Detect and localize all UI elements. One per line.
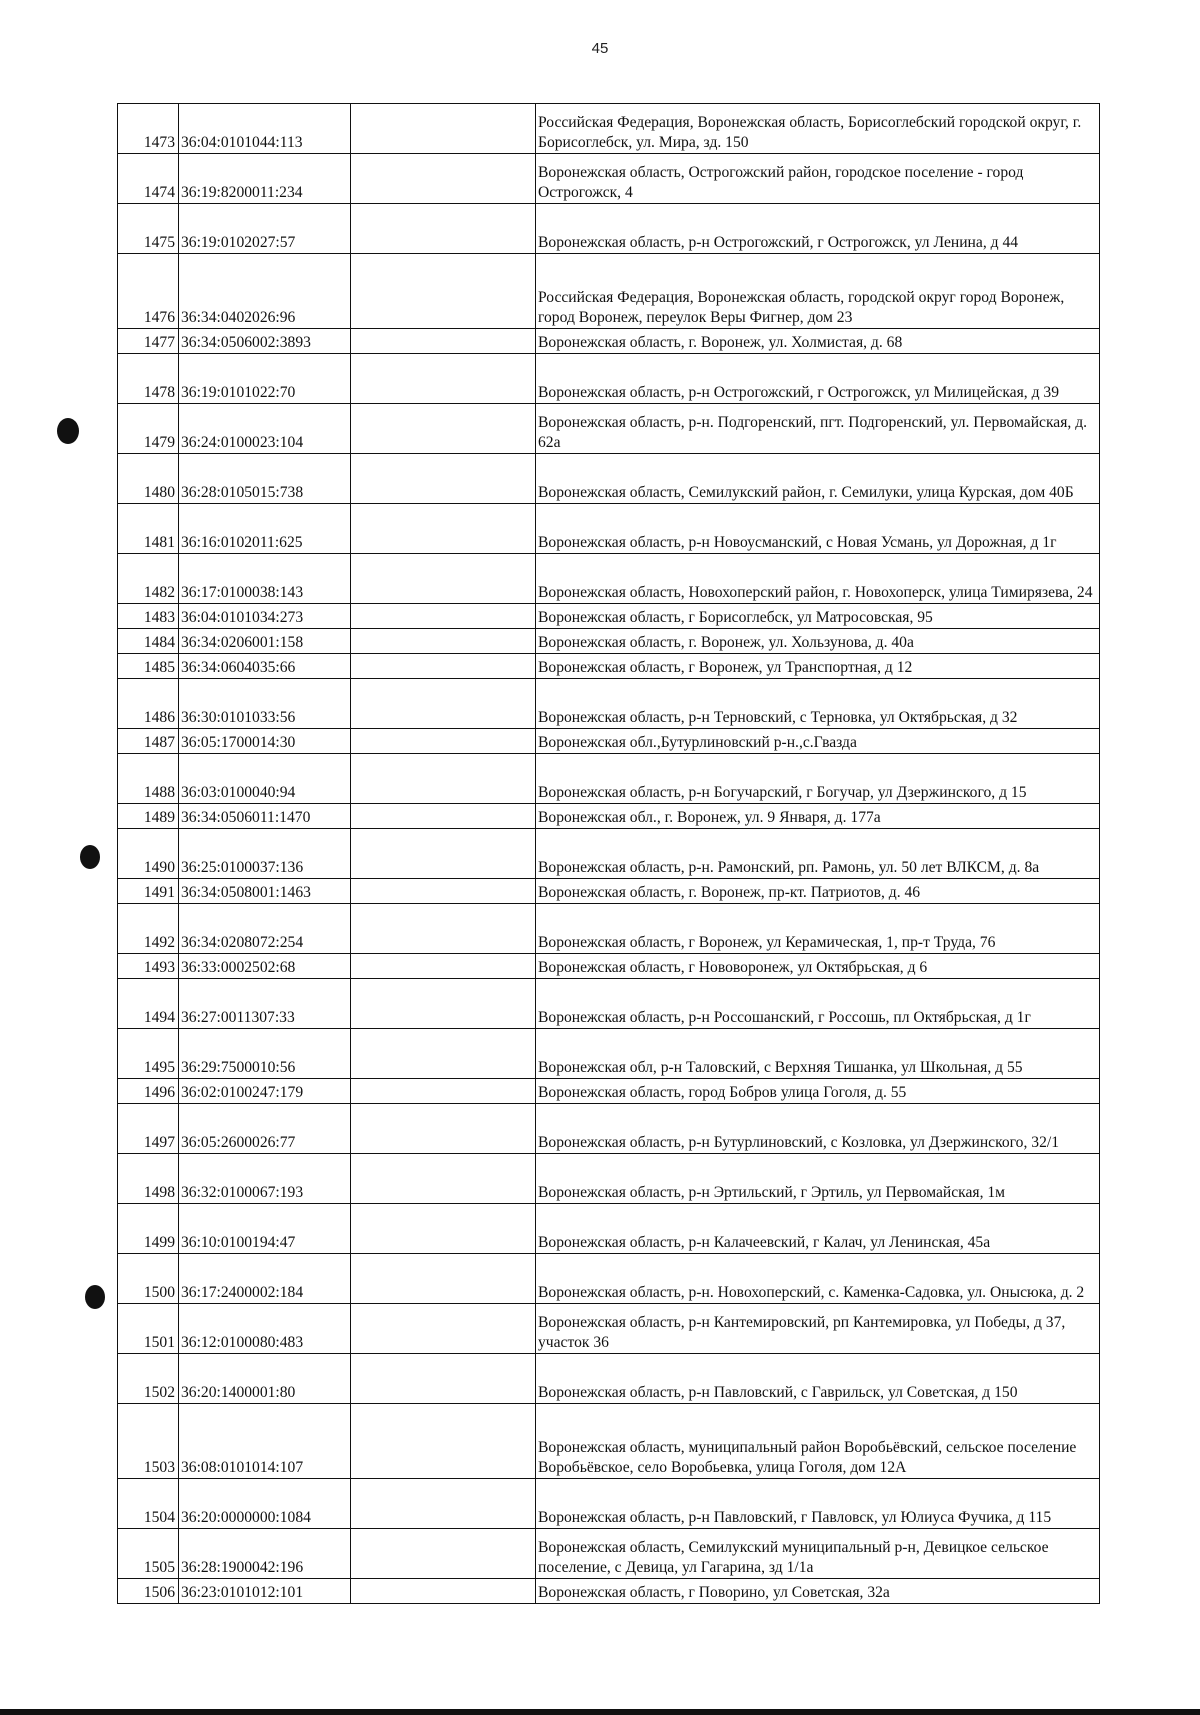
row-number: 1476 [118, 254, 179, 329]
cadastral-number: 36:34:0206001:158 [179, 629, 351, 654]
cadastral-number: 36:10:0100194:47 [179, 1204, 351, 1254]
empty-cell [351, 204, 536, 254]
address-cell: Воронежская область, р-н Богучарский, г Богучар, ул Дзержинского, д 15 [536, 754, 1100, 804]
empty-cell [351, 654, 536, 679]
address-cell: Воронежская область, р-н. Подгоренский, пгт. Подгоренский, ул. Первомайская, д. 62а [536, 404, 1100, 454]
address-cell: Воронежская область, р-н Россошанский, г Россошь, пл Октябрьская, д 1г [536, 979, 1100, 1029]
cadastral-number: 36:20:0000000:1084 [179, 1479, 351, 1529]
cadastral-number: 36:34:0208072:254 [179, 904, 351, 954]
empty-cell [351, 1154, 536, 1204]
empty-cell [351, 254, 536, 329]
address-cell: Воронежская область, г Борисоглебск, ул Матросовская, 95 [536, 604, 1100, 629]
row-number: 1483 [118, 604, 179, 629]
empty-cell [351, 504, 536, 554]
table-row [118, 504, 1100, 554]
cadastral-number: 36:20:1400001:80 [179, 1354, 351, 1404]
table-row [118, 1154, 1100, 1204]
address-cell: Воронежская область, г Поворино, ул Советская, 32а [536, 1579, 1100, 1604]
cadastral-number: 36:19:8200011:234 [179, 154, 351, 204]
address-cell: Воронежская область, Семилукский муниципальный р-н, Девицкое сельское поселение, с Девица, ул Гагарина, зд 1/1а [536, 1529, 1100, 1579]
punch-hole-mark [85, 1285, 105, 1309]
row-number: 1482 [118, 554, 179, 604]
cadastral-number: 36:32:0100067:193 [179, 1154, 351, 1204]
row-number: 1497 [118, 1104, 179, 1154]
row-number: 1498 [118, 1154, 179, 1204]
cadastral-number: 36:05:2600026:77 [179, 1104, 351, 1154]
empty-cell [351, 604, 536, 629]
table-row [118, 454, 1100, 504]
row-number: 1499 [118, 1204, 179, 1254]
address-cell: Воронежская область, р-н Терновский, с Терновка, ул Октябрьская, д 32 [536, 679, 1100, 729]
row-number: 1475 [118, 204, 179, 254]
address-cell: Воронежская область, г Воронеж, ул Керамическая, 1, пр-т Труда, 76 [536, 904, 1100, 954]
cadastral-number: 36:28:0105015:738 [179, 454, 351, 504]
table-row [118, 1404, 1100, 1479]
table-row [118, 1104, 1100, 1154]
row-number: 1491 [118, 879, 179, 904]
table-row [118, 954, 1100, 979]
cadastral-number: 36:29:7500010:56 [179, 1029, 351, 1079]
address-cell: Воронежская область, р-н Острогожский, г Острогожск, ул Милицейская, д 39 [536, 354, 1100, 404]
table-row [118, 204, 1100, 254]
empty-cell [351, 1579, 536, 1604]
empty-cell [351, 354, 536, 404]
cadastral-number: 36:34:0508001:1463 [179, 879, 351, 904]
table-row [118, 104, 1100, 154]
empty-cell [351, 729, 536, 754]
table-row [118, 404, 1100, 454]
address-cell: Воронежская область, р-н Павловский, с Гаврильск, ул Советская, д 150 [536, 1354, 1100, 1404]
table-row [118, 1529, 1100, 1579]
row-number: 1503 [118, 1404, 179, 1479]
address-cell: Воронежская область, р-н Бутурлиновский, с Козловка, ул Дзержинского, 32/1 [536, 1104, 1100, 1154]
cadastral-number: 36:04:0101034:273 [179, 604, 351, 629]
empty-cell [351, 679, 536, 729]
cadastral-number: 36:08:0101014:107 [179, 1404, 351, 1479]
punch-hole-mark [80, 845, 100, 869]
empty-cell [351, 829, 536, 879]
cadastral-number: 36:17:2400002:184 [179, 1254, 351, 1304]
empty-cell [351, 329, 536, 354]
cadastral-number: 36:05:1700014:30 [179, 729, 351, 754]
row-number: 1495 [118, 1029, 179, 1079]
address-cell: Воронежская область, р-н Павловский, г Павловск, ул Юлиуса Фучика, д 115 [536, 1479, 1100, 1529]
row-number: 1504 [118, 1479, 179, 1529]
address-cell: Воронежская обл, р-н Таловский, с Верхняя Тишанка, ул Школьная, д 55 [536, 1029, 1100, 1079]
empty-cell [351, 1479, 536, 1529]
row-number: 1492 [118, 904, 179, 954]
address-cell: Воронежская область, р-н Новоусманский, с Новая Усмань, ул Дорожная, д 1г [536, 504, 1100, 554]
row-number: 1474 [118, 154, 179, 204]
row-number: 1501 [118, 1304, 179, 1354]
table-row [118, 1079, 1100, 1104]
cadastral-number: 36:34:0402026:96 [179, 254, 351, 329]
cadastral-number: 36:17:0100038:143 [179, 554, 351, 604]
table-row [118, 1579, 1100, 1604]
cadastral-number: 36:16:0102011:625 [179, 504, 351, 554]
cadastral-number: 36:04:0101044:113 [179, 104, 351, 154]
table-row [118, 829, 1100, 879]
address-cell: Воронежская область, р-н Калачеевский, г Калач, ул Ленинская, 45а [536, 1204, 1100, 1254]
row-number: 1486 [118, 679, 179, 729]
table-row [118, 1304, 1100, 1354]
row-number: 1484 [118, 629, 179, 654]
table-row [118, 604, 1100, 629]
table-row [118, 154, 1100, 204]
address-cell: Воронежская область, муниципальный район Воробьёвский, сельское поселение Воробьёвское, село Воробьевка, улица Гоголя, дом 12А [536, 1404, 1100, 1479]
empty-cell [351, 879, 536, 904]
address-cell: Воронежская область, Новохоперский район, г. Новохоперск, улица Тимирязева, 24 [536, 554, 1100, 604]
cadastral-number: 36:02:0100247:179 [179, 1079, 351, 1104]
row-number: 1490 [118, 829, 179, 879]
address-cell: Воронежская область, г. Воронеж, ул. Холмистая, д. 68 [536, 329, 1100, 354]
cadastral-number: 36:19:0101022:70 [179, 354, 351, 404]
address-cell: Воронежская область, г. Воронеж, ул. Хользунова, д. 40а [536, 629, 1100, 654]
empty-cell [351, 1354, 536, 1404]
row-number: 1489 [118, 804, 179, 829]
address-cell: Воронежская область, Семилукский район, г. Семилуки, улица Курская, дом 40Б [536, 454, 1100, 504]
table-row [118, 1204, 1100, 1254]
cadastral-number: 36:27:0011307:33 [179, 979, 351, 1029]
address-cell: Воронежская область, г Нововоронеж, ул Октябрьская, д 6 [536, 954, 1100, 979]
row-number: 1496 [118, 1079, 179, 1104]
scan-edge-line [0, 1709, 1200, 1715]
cadastral-number: 36:34:0506011:1470 [179, 804, 351, 829]
table-row [118, 804, 1100, 829]
table-row [118, 1254, 1100, 1304]
row-number: 1506 [118, 1579, 179, 1604]
table-row [118, 904, 1100, 954]
address-cell: Воронежская область, г Воронеж, ул Транспортная, д 12 [536, 654, 1100, 679]
empty-cell [351, 629, 536, 654]
table-row [118, 1479, 1100, 1529]
table-row [118, 654, 1100, 679]
registry-table [117, 103, 1100, 1604]
row-number: 1502 [118, 1354, 179, 1404]
empty-cell [351, 104, 536, 154]
address-cell: Воронежская область, Острогожский район, городское поселение - город Острогожск, 4 [536, 154, 1100, 204]
empty-cell [351, 754, 536, 804]
row-number: 1481 [118, 504, 179, 554]
table-row [118, 329, 1100, 354]
empty-cell [351, 1404, 536, 1479]
punch-hole-mark [57, 418, 79, 444]
empty-cell [351, 804, 536, 829]
row-number: 1480 [118, 454, 179, 504]
table-row [118, 254, 1100, 329]
row-number: 1505 [118, 1529, 179, 1579]
row-number: 1473 [118, 104, 179, 154]
row-number: 1494 [118, 979, 179, 1029]
address-cell: Воронежская обл.,Бутурлиновский р-н.,с.Гвазда [536, 729, 1100, 754]
empty-cell [351, 904, 536, 954]
cadastral-number: 36:19:0102027:57 [179, 204, 351, 254]
cadastral-number: 36:12:0100080:483 [179, 1304, 351, 1354]
cadastral-number: 36:30:0101033:56 [179, 679, 351, 729]
empty-cell [351, 404, 536, 454]
row-number: 1500 [118, 1254, 179, 1304]
cadastral-number: 36:33:0002502:68 [179, 954, 351, 979]
cadastral-number: 36:24:0100023:104 [179, 404, 351, 454]
address-cell: Воронежская область, город Бобров улица Гоголя, д. 55 [536, 1079, 1100, 1104]
empty-cell [351, 454, 536, 504]
table-row [118, 979, 1100, 1029]
cadastral-number: 36:34:0604035:66 [179, 654, 351, 679]
table-row [118, 879, 1100, 904]
row-number: 1477 [118, 329, 179, 354]
address-cell: Воронежская область, р-н. Новохоперский, с. Каменка-Садовка, ул. Онысюка, д. 2 [536, 1254, 1100, 1304]
address-cell: Воронежская область, р-н Эртильский, г Эртиль, ул Первомайская, 1м [536, 1154, 1100, 1204]
cadastral-number: 36:23:0101012:101 [179, 1579, 351, 1604]
address-cell: Воронежская область, г. Воронеж, пр-кт. Патриотов, д. 46 [536, 879, 1100, 904]
address-cell: Российская Федерация, Воронежская область, Борисоглебский городской округ, г. Борисоглебск, ул. Мира, зд. 150 [536, 104, 1100, 154]
table-row [118, 1029, 1100, 1079]
empty-cell [351, 1104, 536, 1154]
table-row [118, 729, 1100, 754]
row-number: 1485 [118, 654, 179, 679]
page-number: 45 [591, 40, 609, 57]
row-number: 1493 [118, 954, 179, 979]
empty-cell [351, 1304, 536, 1354]
address-cell: Воронежская область, р-н. Рамонский, рп. Рамонь, ул. 50 лет ВЛКСМ, д. 8а [536, 829, 1100, 879]
table-row [118, 754, 1100, 804]
cadastral-number: 36:03:0100040:94 [179, 754, 351, 804]
table-row [118, 1354, 1100, 1404]
empty-cell [351, 554, 536, 604]
cadastral-number: 36:34:0506002:3893 [179, 329, 351, 354]
empty-cell [351, 1204, 536, 1254]
address-cell: Воронежская область, р-н Острогожский, г Острогожск, ул Ленина, д 44 [536, 204, 1100, 254]
row-number: 1478 [118, 354, 179, 404]
empty-cell [351, 154, 536, 204]
empty-cell [351, 1029, 536, 1079]
row-number: 1488 [118, 754, 179, 804]
address-cell: Воронежская область, р-н Кантемировский, рп Кантемировка, ул Победы, д 37, участок 36 [536, 1304, 1100, 1354]
table-row [118, 629, 1100, 654]
table-row [118, 679, 1100, 729]
address-cell: Российская Федерация, Воронежская область, городской округ город Воронеж, город Воронеж, переулок Веры Фигнер, дом 23 [536, 254, 1100, 329]
empty-cell [351, 1079, 536, 1104]
table-row [118, 554, 1100, 604]
empty-cell [351, 979, 536, 1029]
table-row [118, 354, 1100, 404]
row-number: 1479 [118, 404, 179, 454]
empty-cell [351, 954, 536, 979]
row-number: 1487 [118, 729, 179, 754]
cadastral-number: 36:28:1900042:196 [179, 1529, 351, 1579]
cadastral-number: 36:25:0100037:136 [179, 829, 351, 879]
empty-cell [351, 1254, 536, 1304]
address-cell: Воронежская обл., г. Воронеж, ул. 9 Января, д. 177а [536, 804, 1100, 829]
empty-cell [351, 1529, 536, 1579]
registry-table-body [118, 104, 1100, 1604]
